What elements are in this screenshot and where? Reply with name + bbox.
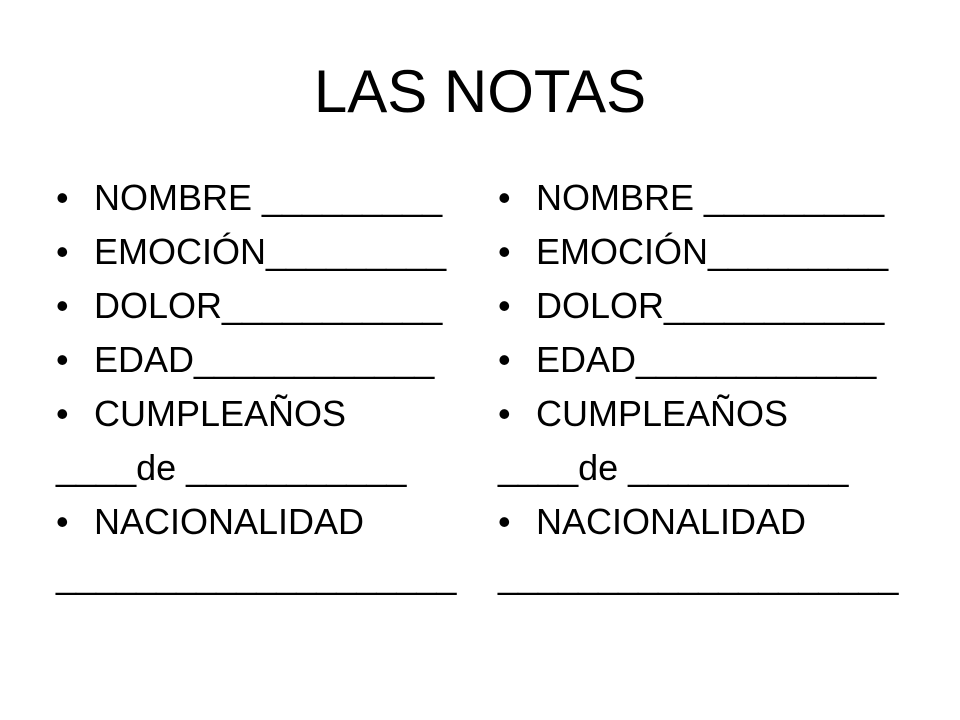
bullet-icon: •: [498, 393, 511, 434]
right-nacionalidad-line: [498, 549, 918, 603]
right-nombre-item: [498, 171, 918, 225]
bullet-icon: •: [56, 393, 69, 434]
left-cumpleanos-item: [56, 387, 476, 441]
left-notes-column: [56, 171, 476, 603]
right-nombre-field: NOMBRE _________: [536, 177, 885, 218]
left-nombre-field: NOMBRE _________: [94, 177, 443, 218]
right-fecha-field: ____de ___________: [498, 447, 849, 488]
bullet-icon: •: [498, 177, 511, 218]
bullet-icon: •: [56, 177, 69, 218]
left-dolor-item: [56, 279, 476, 333]
left-cumpleanos-label: CUMPLEAÑOS: [94, 393, 347, 434]
right-emocion-field: EMOCIÓN_________: [536, 231, 889, 272]
slide-title: LAS NOTAS: [313, 58, 647, 125]
right-cumpleanos-label: CUMPLEAÑOS: [536, 393, 789, 434]
left-fecha-line: [56, 441, 476, 495]
left-emocion-item: [56, 225, 476, 279]
right-edad-field: EDAD____________: [536, 339, 877, 380]
right-edad-item: [498, 333, 918, 387]
right-nacionalidad-item: [498, 495, 918, 549]
bullet-icon: •: [498, 339, 511, 380]
bullet-icon: •: [498, 285, 511, 326]
left-nacionalidad-item: [56, 495, 476, 549]
left-edad-field: EDAD____________: [94, 339, 435, 380]
right-dolor-item: [498, 279, 918, 333]
right-fecha-line: [498, 441, 918, 495]
left-edad-item: [56, 333, 476, 387]
left-emocion-field: EMOCIÓN_________: [94, 231, 447, 272]
right-nacionalidad-field: ____________________: [498, 555, 899, 596]
bullet-icon: •: [498, 501, 511, 542]
left-fecha-field: ____de ___________: [56, 447, 407, 488]
bullet-icon: •: [498, 231, 511, 272]
right-dolor-field: DOLOR___________: [536, 285, 885, 326]
left-nacionalidad-field: ____________________: [56, 555, 457, 596]
left-dolor-field: DOLOR___________: [94, 285, 443, 326]
right-emocion-item: [498, 225, 918, 279]
right-notes-column: [498, 171, 918, 603]
right-nacionalidad-label: NACIONALIDAD: [536, 501, 807, 542]
bullet-icon: •: [56, 285, 69, 326]
bullet-icon: •: [56, 231, 69, 272]
left-nacionalidad-line: [56, 549, 476, 603]
bullet-icon: •: [56, 339, 69, 380]
left-nacionalidad-label: NACIONALIDAD: [94, 501, 365, 542]
bullet-icon: •: [56, 501, 69, 542]
right-cumpleanos-item: [498, 387, 918, 441]
left-nombre-item: [56, 171, 476, 225]
